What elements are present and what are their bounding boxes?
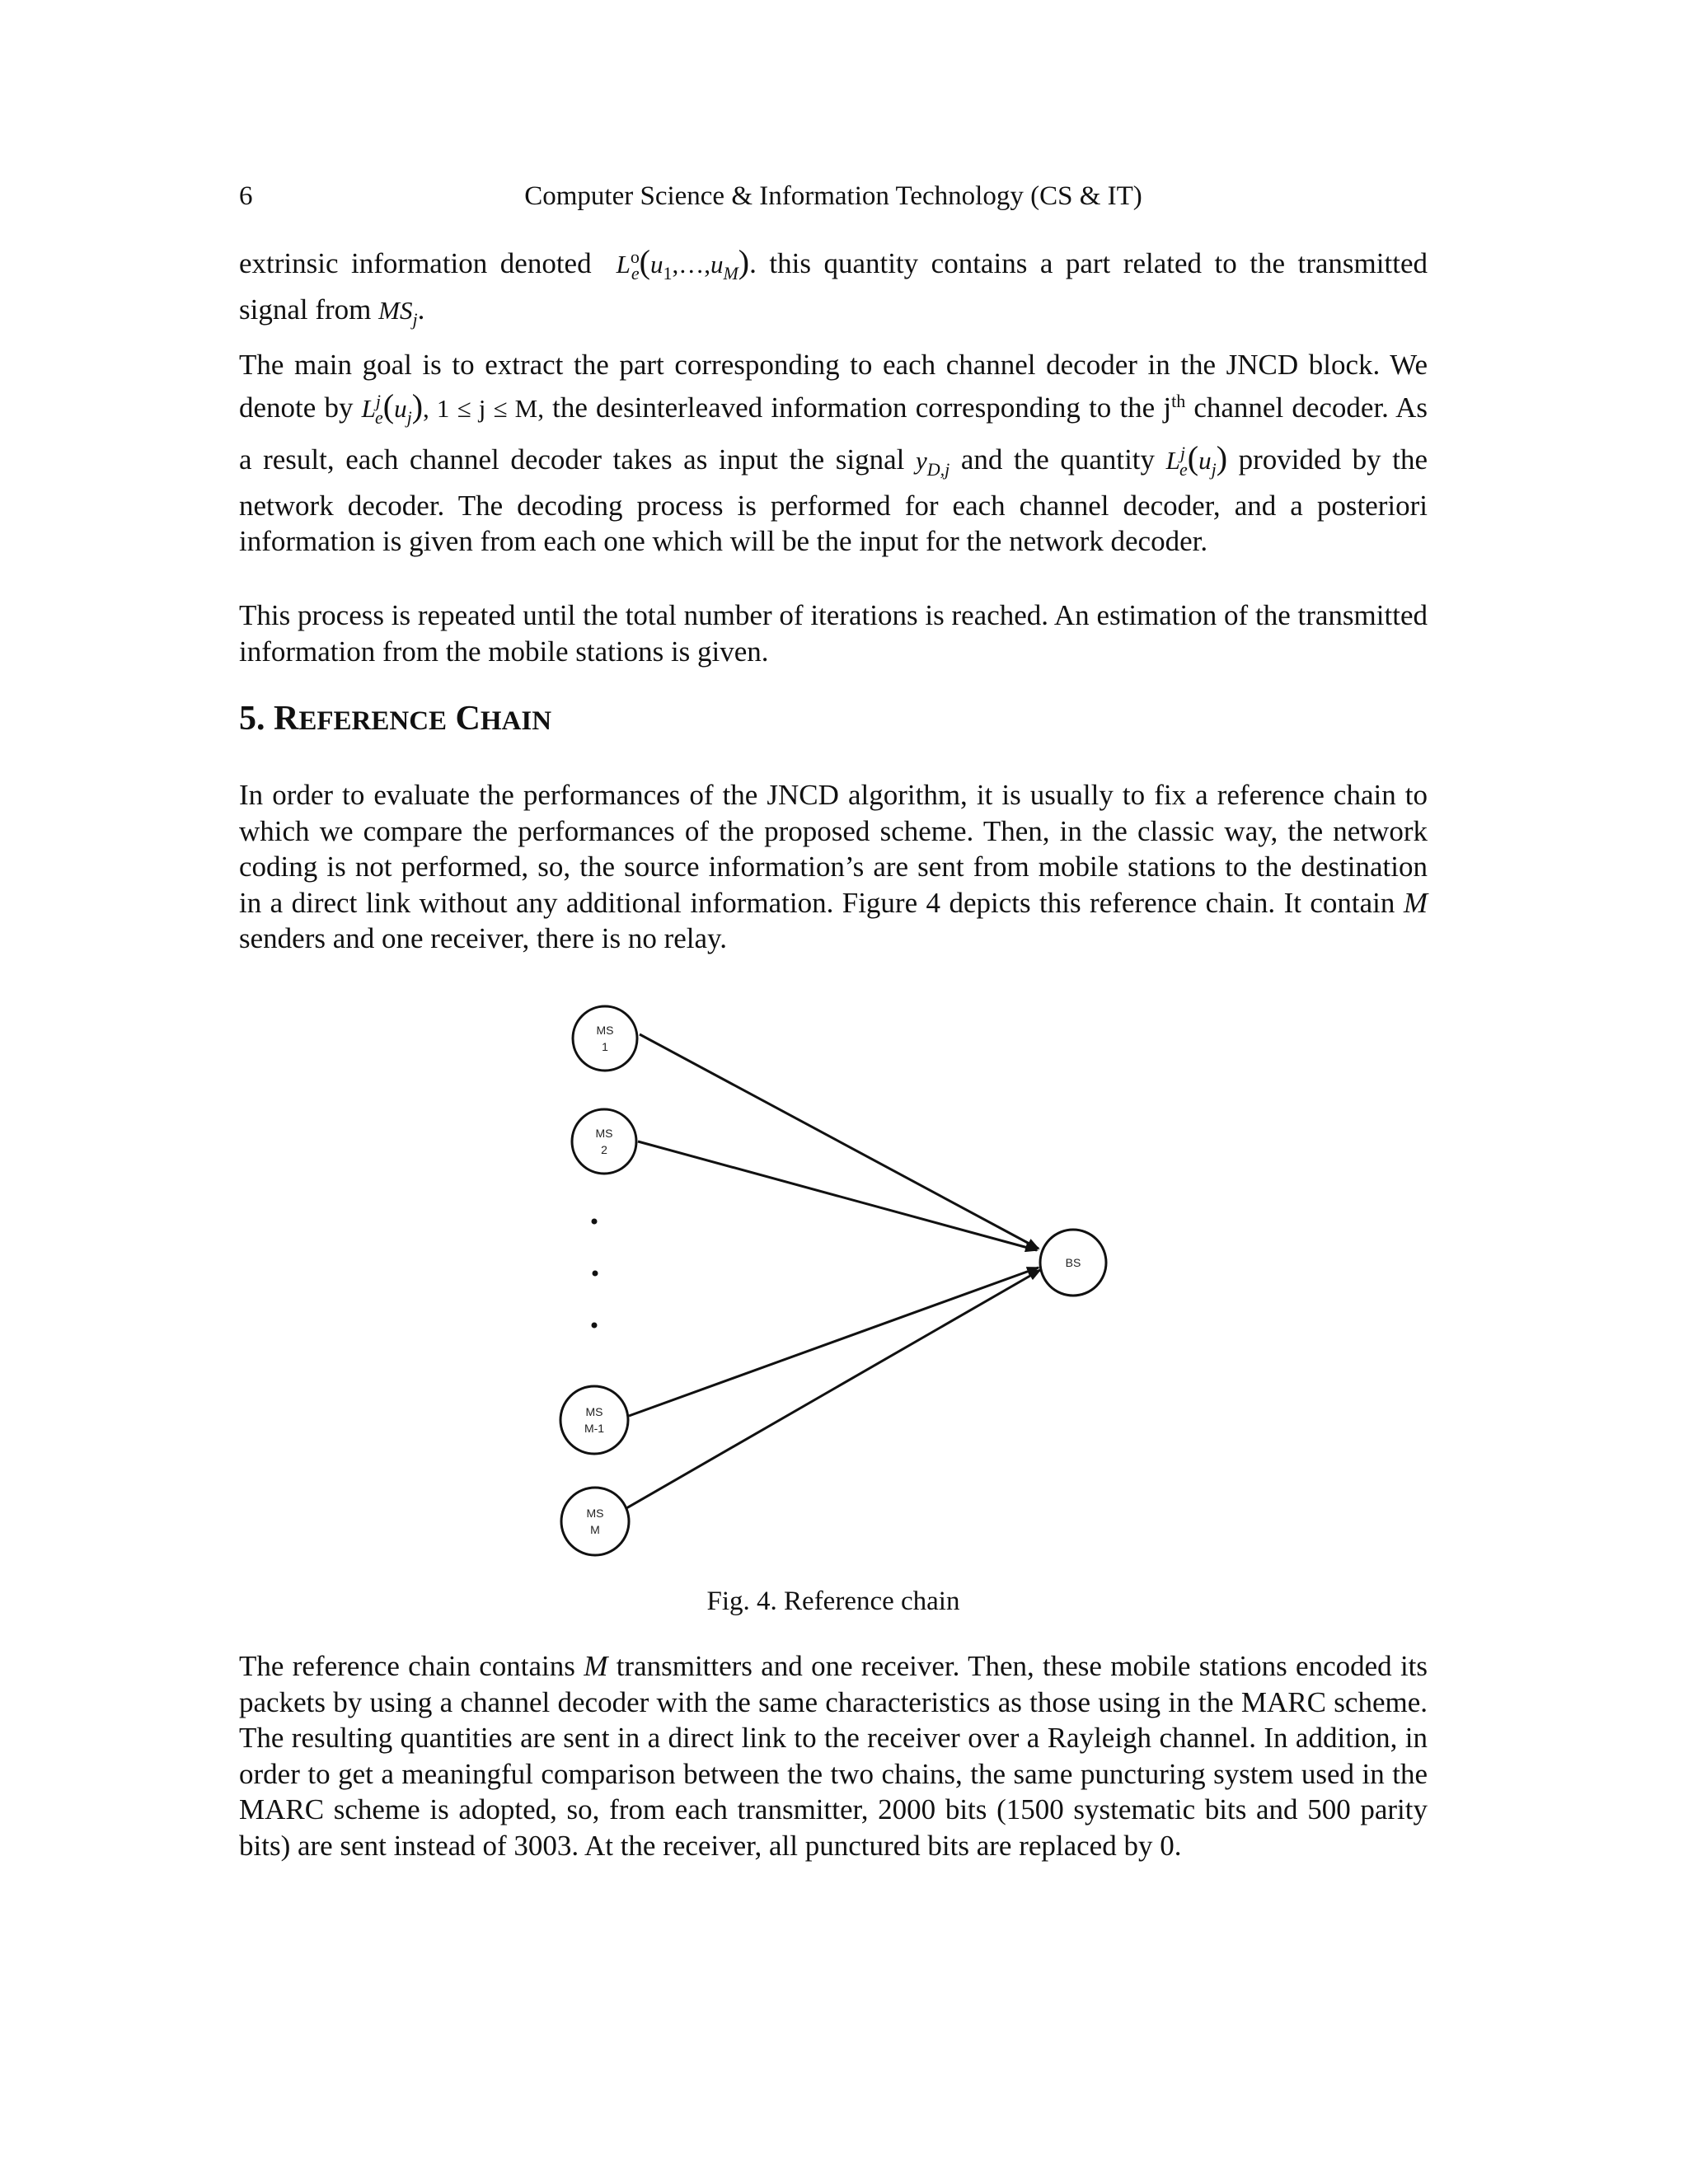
link-msm-bs xyxy=(626,1270,1040,1508)
paragraph-2-text: The main goal is to extract the part corresponding to each channel decoder in the JNCD block. We denote by $L^j_e(u_j)$, 1 ≤ j ≤ M, the desinterleaved information corresponding to the $j^{th}$ channel decoder. As a result, each channel decoder takes as input the signal $y_{D,j}$ and the quantity $L^j_e(u_j)$ provided by the network decoder. The decoding process is performed for each channel decoder, and a posteriori information is given from each one which will be the input for the network decoder. xyxy=(239,349,1428,557)
svg-text:M-1: M-1 xyxy=(584,1422,605,1435)
section-title: 5. REFERENCE CHAIN xyxy=(239,700,552,738)
paragraph-1-text: extrinsic information denoted $L^o_e(u_1,\dots,u_M)$. this quantity contains a part related to the transmitted signal from $MS_j$. xyxy=(239,243,1428,330)
node-bs xyxy=(1040,1230,1106,1296)
paragraph-5 xyxy=(239,1648,1428,1863)
node-ms-m xyxy=(561,1488,629,1555)
dot-2 xyxy=(593,1271,598,1277)
math-le-uj: $L^j_e(u_j)$, 1 ≤ j ≤ M, xyxy=(361,387,544,428)
link-ms2-bs xyxy=(638,1141,1037,1250)
svg-text:M: M xyxy=(590,1523,600,1536)
svg-text:1: 1 xyxy=(602,1040,608,1053)
dot-3 xyxy=(592,1323,598,1329)
ellipsis-dots xyxy=(592,1219,598,1329)
figure-caption: Fig. 4. Reference chain xyxy=(706,1586,960,1616)
link-msm1-bs xyxy=(629,1268,1039,1416)
svg-text:MS: MS xyxy=(586,1507,604,1520)
math-extrinsic: $L^o_e(u_1,\dots,u_M)$ xyxy=(616,243,750,284)
svg-text:MS: MS xyxy=(595,1127,613,1140)
node-ms-2 xyxy=(572,1109,636,1174)
paragraph-3-text: This process is repeated until the total number of iterations is reached. An estimation of the transmitted information from the mobile stations is given. xyxy=(239,599,1428,668)
paragraph-5-text: The reference chain contains M transmitters and one receiver. Then, these mobile stations encoded its packets by using a channel decoder with the same characteristics as those using in the MARC scheme. The resulting quantities are sent in a direct link to the receiver over a Rayleigh channel. In addition, in order to get a meaningful comparison between the two chains, the same puncturing system used in the MARC scheme is adopted, so, from each transmitter, 2000 bits (1500 systematic bits and 500 parity bits) are sent instead of 3003. At the receiver, all punctured bits are replaced by 0. xyxy=(239,1650,1428,1862)
svg-text:MS: MS xyxy=(585,1405,603,1418)
link-ms1-bs xyxy=(640,1034,1039,1249)
journal-title: Computer Science & Information Technology (CS & IT) xyxy=(524,181,1142,211)
paragraph-4-text: In order to evaluate the performances of the JNCD algorithm, it is usually to fix a reference chain to which we compare the performances of the proposed scheme. Then, in the classic way, the network coding is not performed, so, the source information’s are sent from mobile stations to the destination in a direct link without any additional information. Figure 4 depicts this reference chain. It contain M senders and one receiver, there is no relay. xyxy=(239,779,1428,954)
dot-1 xyxy=(592,1219,598,1225)
math-ms-j: $MS_j$ xyxy=(378,295,418,330)
page-number: 6 xyxy=(239,181,253,211)
node-ms-1 xyxy=(573,1006,637,1071)
node-ms-m-1 xyxy=(560,1386,628,1454)
svg-text:2: 2 xyxy=(601,1143,607,1156)
svg-text:MS: MS xyxy=(596,1024,614,1037)
svg-text:BS: BS xyxy=(1065,1256,1081,1269)
math-y-dj: $y_{D,j}$ xyxy=(916,446,950,480)
math-le-uj-2: $L^j_e(u_j)$ xyxy=(1165,439,1228,480)
